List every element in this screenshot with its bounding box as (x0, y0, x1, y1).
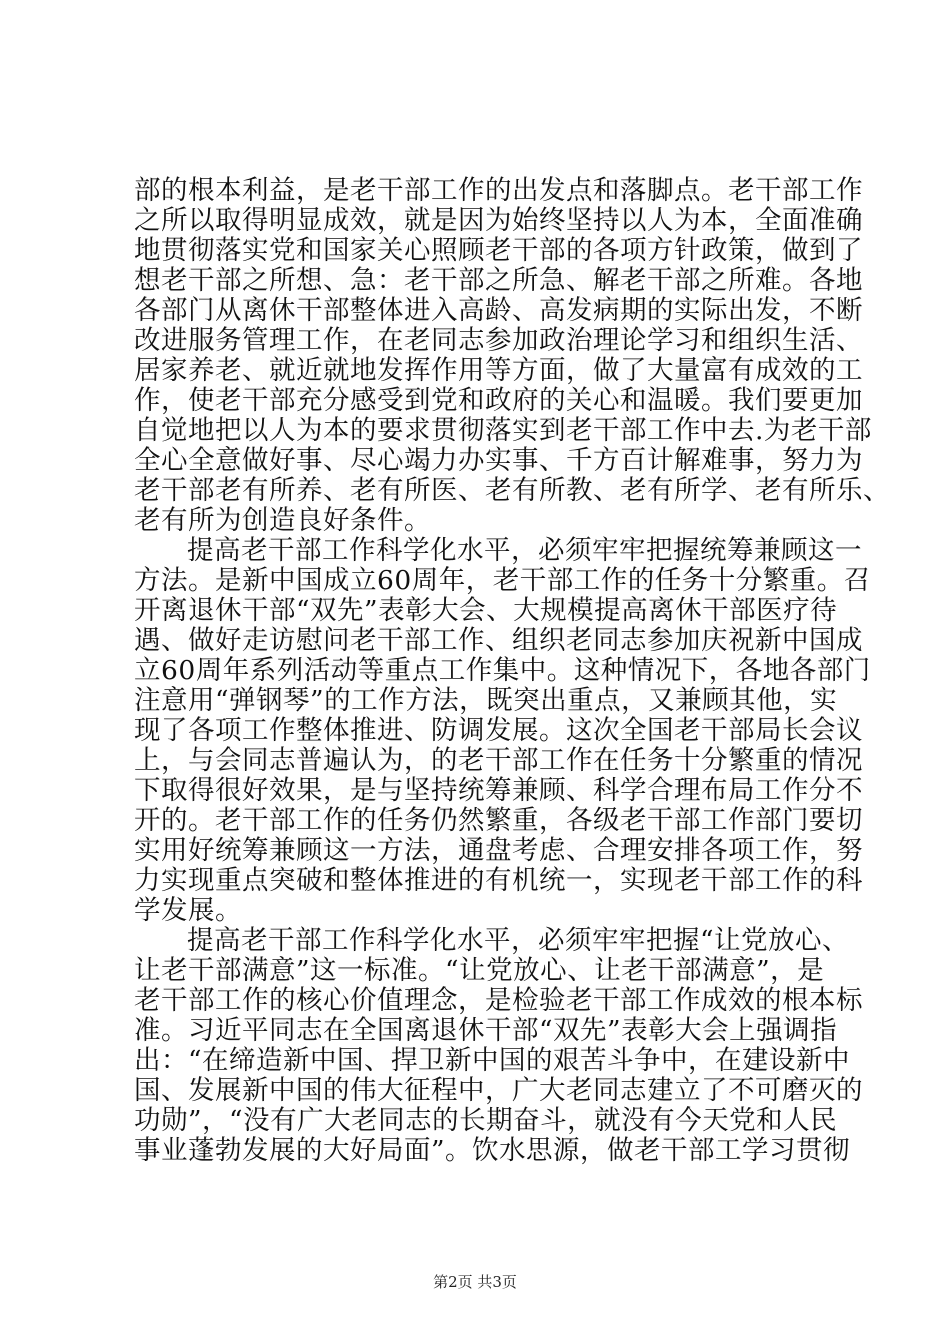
paragraph-first-line: 提高老干部工作科学化水平，必须牢牢把握统筹兼顾这一 (187, 535, 862, 566)
text-line: 力实现重点突破和整体推进的有机统一，实现老干部工作的科 (134, 865, 863, 896)
text-line: 功勋”，“没有广大老同志的长期奋斗，就没有今天党和人民 (134, 1105, 838, 1136)
text-line: 下取得很好效果，是与坚持统筹兼顾、科学合理布局工作分不 (134, 775, 863, 806)
text-line: 方法。是新中国成立60周年，老干部工作的任务十分繁重。召 (134, 565, 871, 596)
text-line: 立60周年系列活动等重点工作集中。这种情况下，各地各部门 (134, 655, 871, 686)
text-line: 国、发展新中国的伟大征程中，广大老同志建立了不可磨灭的 (134, 1075, 863, 1106)
text-line: 学发展。 (134, 895, 242, 926)
text-line: 部的根本利益，是老干部工作的出发点和落脚点。老干部工作 (134, 175, 863, 206)
text-line: 准。习近平同志在全国离退休干部“双先”表彰大会上强调指 (134, 1015, 838, 1046)
text-line: 遇、做好走访慰问老干部工作、组织老同志参加庆祝新中国成 (134, 625, 863, 656)
text-line: 老干部老有所养、老有所医、老有所教、老有所学、老有所乐、 (134, 475, 890, 506)
text-line: 注意用“弹钢琴”的工作方法，既突出重点，又兼顾其他，实 (134, 685, 838, 716)
page-number: 第2页 共3页 (433, 1273, 517, 1291)
text-line: 各部门从离休干部整体进入高龄、高发病期的实际出发，不断 (134, 295, 863, 326)
text-line: 出：“在缔造新中国、捍卫新中国的艰苦斗争中，在建设新中 (134, 1045, 851, 1076)
text-line: 自觉地把以人为本的要求贯彻落实到老干部工作中去.为老干部 (134, 415, 872, 446)
text-line: 老干部工作的核心价值理念，是检验老干部工作成效的根本标 (134, 985, 863, 1016)
text-line: 老有所为创造良好条件。 (134, 505, 431, 536)
text-line: 改进服务管理工作，在老同志参加政治理论学习和组织生活、 (134, 325, 863, 356)
text-line: 实用好统筹兼顾这一方法，通盘考虑、合理安排各项工作，努 (134, 835, 863, 866)
text-line: 上，与会同志普遍认为，的老干部工作在任务十分繁重的情况 (134, 745, 863, 776)
text-line: 开的。老干部工作的任务仍然繁重，各级老干部工作部门要切 (134, 805, 863, 836)
text-line: 事业蓬勃发展的大好局面”。饮水思源，做老干部工学习贯彻 (134, 1135, 851, 1166)
text-line: 作，使老干部充分感受到党和政府的关心和温暖。我们要更加 (134, 385, 863, 416)
text-line: 之所以取得明显成效，就是因为始终坚持以人为本，全面准确 (134, 205, 863, 236)
text-line: 开离退休干部“双先”表彰大会、大规模提高离休干部医疗待 (134, 595, 838, 626)
text-line: 全心全意做好事、尽心竭力办实事、千方百计解难事，努力为 (134, 445, 863, 476)
text-line: 让老干部满意”这一标准。“让党放心、让老干部满意”，是 (134, 955, 825, 986)
text-line: 居家养老、就近就地发挥作用等方面，做了大量富有成效的工 (134, 355, 863, 386)
text-line: 地贯彻落实党和国家关心照顾老干部的各项方针政策，做到了 (134, 235, 863, 266)
paragraph-first-line: 提高老干部工作科学化水平，必须牢牢把握“让党放心、 (187, 925, 850, 956)
text-line: 想老干部之所想、急：老干部之所急、解老干部之所难。各地 (134, 265, 863, 296)
text-line: 现了各项工作整体推进、防调发展。这次全国老干部局长会议 (134, 715, 863, 746)
